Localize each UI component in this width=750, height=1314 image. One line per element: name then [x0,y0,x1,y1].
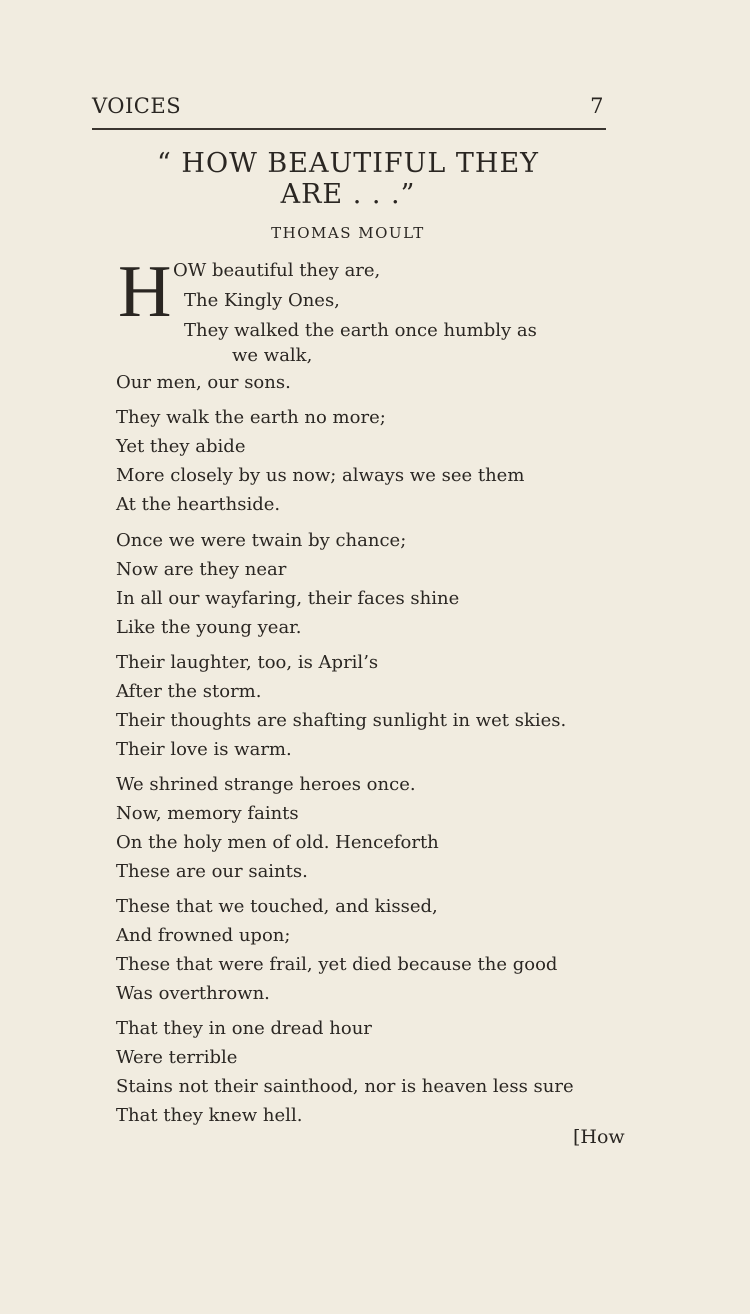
poem-line: We shrined strange heroes once. [116,774,416,795]
poem-line: Their love is warm. [116,739,292,760]
poem-line: Like the young year. [116,617,302,638]
poem-line: These that we touched, and kissed, [116,896,438,917]
poem-line: More closely by us now; always we see them [116,465,525,486]
poem-line: Was overthrown. [116,983,270,1004]
poem-line: Their laughter, too, is April’s [116,652,379,673]
poem-line: The Kingly Ones, [184,290,340,311]
poem-line: They walk the earth no more; [116,407,386,428]
poem-title [92,148,604,210]
poem-title-line-2: ARE . . .” [280,179,416,210]
poem-line: They walked the earth once humbly as [184,320,537,341]
drop-cap: H [118,251,172,333]
poem-line: Yet they abide [116,436,246,457]
poem-line: Were terrible [116,1047,238,1068]
poem-line: After the storm. [116,681,262,702]
poem-line: These that were frail, yet died because the good [116,954,558,975]
poem-line: In all our wayfaring, their faces shine [116,588,460,609]
poem-line: On the holy men of old. Henceforth [116,832,439,853]
first-line: OW beautiful they are, [173,260,381,281]
header-rule [92,128,606,130]
poem-line: Now, memory faints [116,803,299,824]
poem-line: And frowned upon; [116,925,291,946]
poem-line: Their thoughts are shafting sunlight in wet skies. [116,710,567,731]
poem-line: Our men, our sons. [116,372,291,393]
poem-line: Now are they near [116,559,287,580]
page-number: 7 [590,94,604,118]
poem-line: we walk, [232,345,313,366]
poem-line: These are our saints. [116,861,308,882]
running-head [92,94,604,118]
poem-line: Once we were twain by chance; [116,530,407,551]
poem-line: Stains not their sainthood, nor is heaven less sure [116,1076,574,1097]
poem-line: At the hearthside. [116,494,281,515]
running-title: VOICES [92,94,182,118]
poem-title-line-1: “ HOW BEAUTIFUL THEY [157,148,539,179]
poem-author: THOMAS MOULT [271,224,425,242]
poem-line: That they in one dread hour [116,1018,372,1039]
poem-line: That they knew hell. [116,1105,303,1126]
catchword: [How [573,1126,625,1148]
